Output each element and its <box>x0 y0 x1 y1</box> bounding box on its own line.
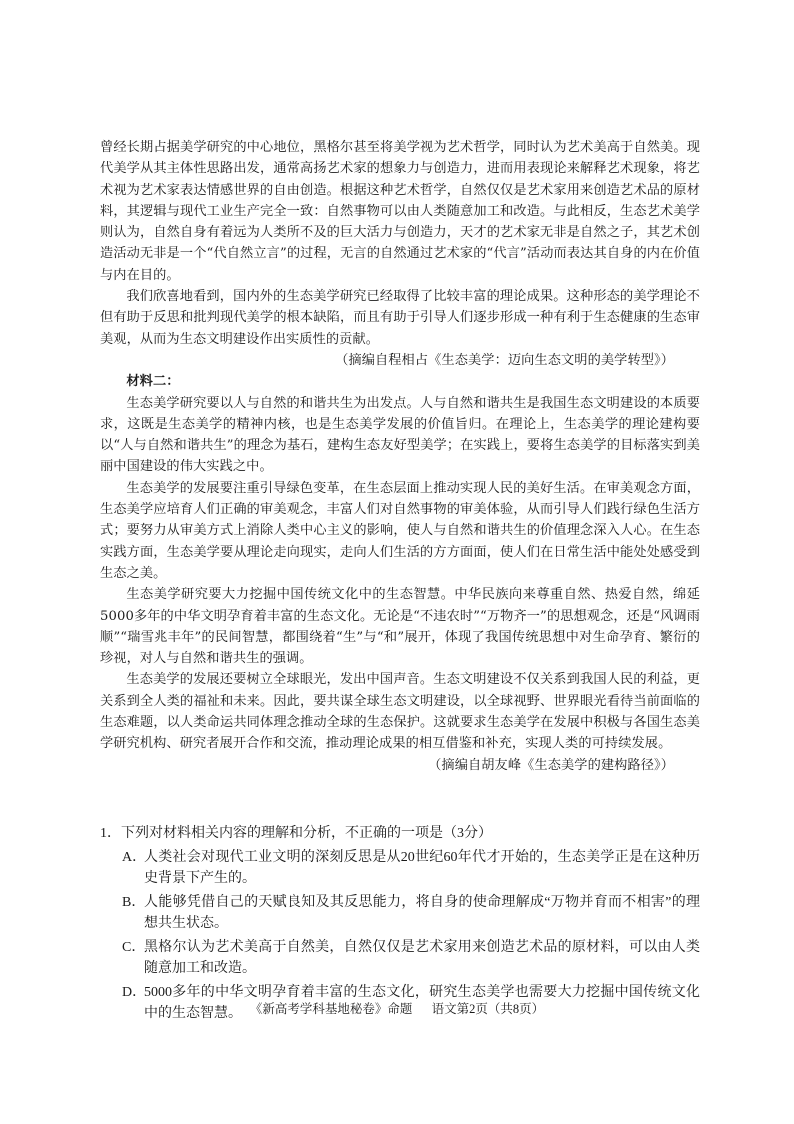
material2-paragraph-1: 生态美学研究要以人与自然的和谐共生为出发点。人与自然和谐共生是我国生态文明建设的本质要求，这既是生态美学的精神内核，也是生态美学发展的价值旨归。在理论上，生态美学的理论建构要以“人与自然和谐共生”的理念为基石，建构生态友好型美学；在实践上，要将生态美学的目标落实到美丽中国建设的伟大实践之中。 <box>100 395 700 475</box>
material1-paragraph-1: 曾经长期占据美学研究的中心地位，黑格尔甚至将美学视为艺术哲学，同时认为艺术美高于自然美。现代美学从其主体性思路出发，通常高扬艺术家的想象力与创造力，进而用表现论来解释艺术现象，将艺术视为艺术家表达情感世界的自由创造。根据这种艺术哲学，自然仅仅是艺术家用来创造艺术品的原材料，其逻辑与现代工业生产完全一致：自然事物可以由人类随意加工和改造。与此相反，生态艺术美学则认为，自然自身有着远为人类所不及的巨大活力与创造力，天才的艺术家无非是自然之子，其艺术创造活动无非是一个“代自然立言”的过程，无言的自然通过艺术家的“代言”活动而表达其自身的内在价值与内在目的。 <box>100 140 700 283</box>
reading-material <box>100 137 700 776</box>
option-c-text: 黑格尔认为艺术美高于自然美，自然仅仅是艺术家用来创造艺术品的原材料，可以由人类随意加工和改造。 <box>144 939 700 976</box>
page-footer <box>0 999 794 1017</box>
option-a-text: 人类社会对现代工业文明的深刻反思是从20世纪60年代才开始的，生态美学正是在这种历史背景下产生的。 <box>144 849 700 886</box>
option-a <box>122 847 700 890</box>
option-b <box>122 892 700 935</box>
material2-heading: 材料二： <box>126 374 180 390</box>
material2-paragraph-3: 生态美学研究要大力挖掘中国传统文化中的生态智慧。中华民族向来尊重自然、热爱自然，绵延5000多年的中华文明孕育着丰富的生态文化。无论是“不违农时”“万物齐一”的思想观念，还是“风调雨顺”“瑞雪兆丰年”的民间智慧，都围绕着“生”与“和”展开，体现了我国传统思想中对生命孕育、繁衍的珍视，对人与自然和谐共生的强调。 <box>100 587 700 667</box>
option-b-letter: B． <box>122 894 146 910</box>
material1-source: （摘编自程相占《生态美学：迈向生态文明的美学转型》） <box>335 352 674 368</box>
question-1-stem: 1．下列对材料相关内容的理解和分析，不正确的一项是（3分） <box>100 826 492 841</box>
material2-paragraph-2: 生态美学的发展要注重引导绿色变革，在生态层面上推动实现人民的美好生活。在审美观念方面，生态美学应培育人们正确的审美观念，丰富人们对自然事物的审美体验，从而引导人们践行绿色生活方式；要努力从审美方式上消除人类中心主义的影响，使人与自然和谐共生的价值理念深入人心。在生态实践方面，生态美学要从理论走向现实，走向人们生活的方方面面，使人们在日常生活中能处处感受到生态之美。 <box>100 480 700 581</box>
footer-page-number: 语文第2页（共8页） <box>431 1002 545 1016</box>
question-1 <box>100 823 700 1027</box>
material2-source: （摘编自胡友峰《生态美学的建构路径》） <box>428 757 674 773</box>
option-d-text: 5000多年的中华文明孕育着丰富的生态文化，研究生态美学也需要大力挖掘中国传统文化中的生态智慧。 <box>144 984 700 1021</box>
option-c-letter: C． <box>122 939 146 955</box>
option-d-letter: D． <box>122 984 147 1000</box>
material1-paragraph-2: 我们欣喜地看到，国内外的生态美学研究已经取得了比较丰富的理论成果。这种形态的美学理论不但有助于反思和批判现代美学的根本缺陷，而且有助于引导人们逐步形成一种有利于生态健康的生态审美观，从而为生态文明建设作出实质性的贡献。 <box>100 289 700 347</box>
option-c <box>122 937 700 980</box>
option-a-letter: A． <box>122 849 147 865</box>
material2-paragraph-4: 生态美学的发展还要树立全球眼光，发出中国声音。生态文明建设不仅关系到我国人民的利益，更关系到全人类的福祉和未来。因此，要共谋全球生态文明建设，以全球视野、世界眼光看待当前面临的生态难题，以人类命运共同体理念推动全球的生态保护。这就要求生态美学在发展中积极与各国生态美学研究机构、研究者展开合作和交流，推动理论成果的相互借鉴和补充，实现人类的可持续发展。 <box>100 672 700 752</box>
footer-source: 《新高考学科基地秘卷》命题 <box>249 1002 413 1016</box>
option-b-text: 人能够凭借自己的天赋良知及其反思能力，将自身的使命理解成“万物并育而不相害”的理想共生状态。 <box>144 894 700 931</box>
